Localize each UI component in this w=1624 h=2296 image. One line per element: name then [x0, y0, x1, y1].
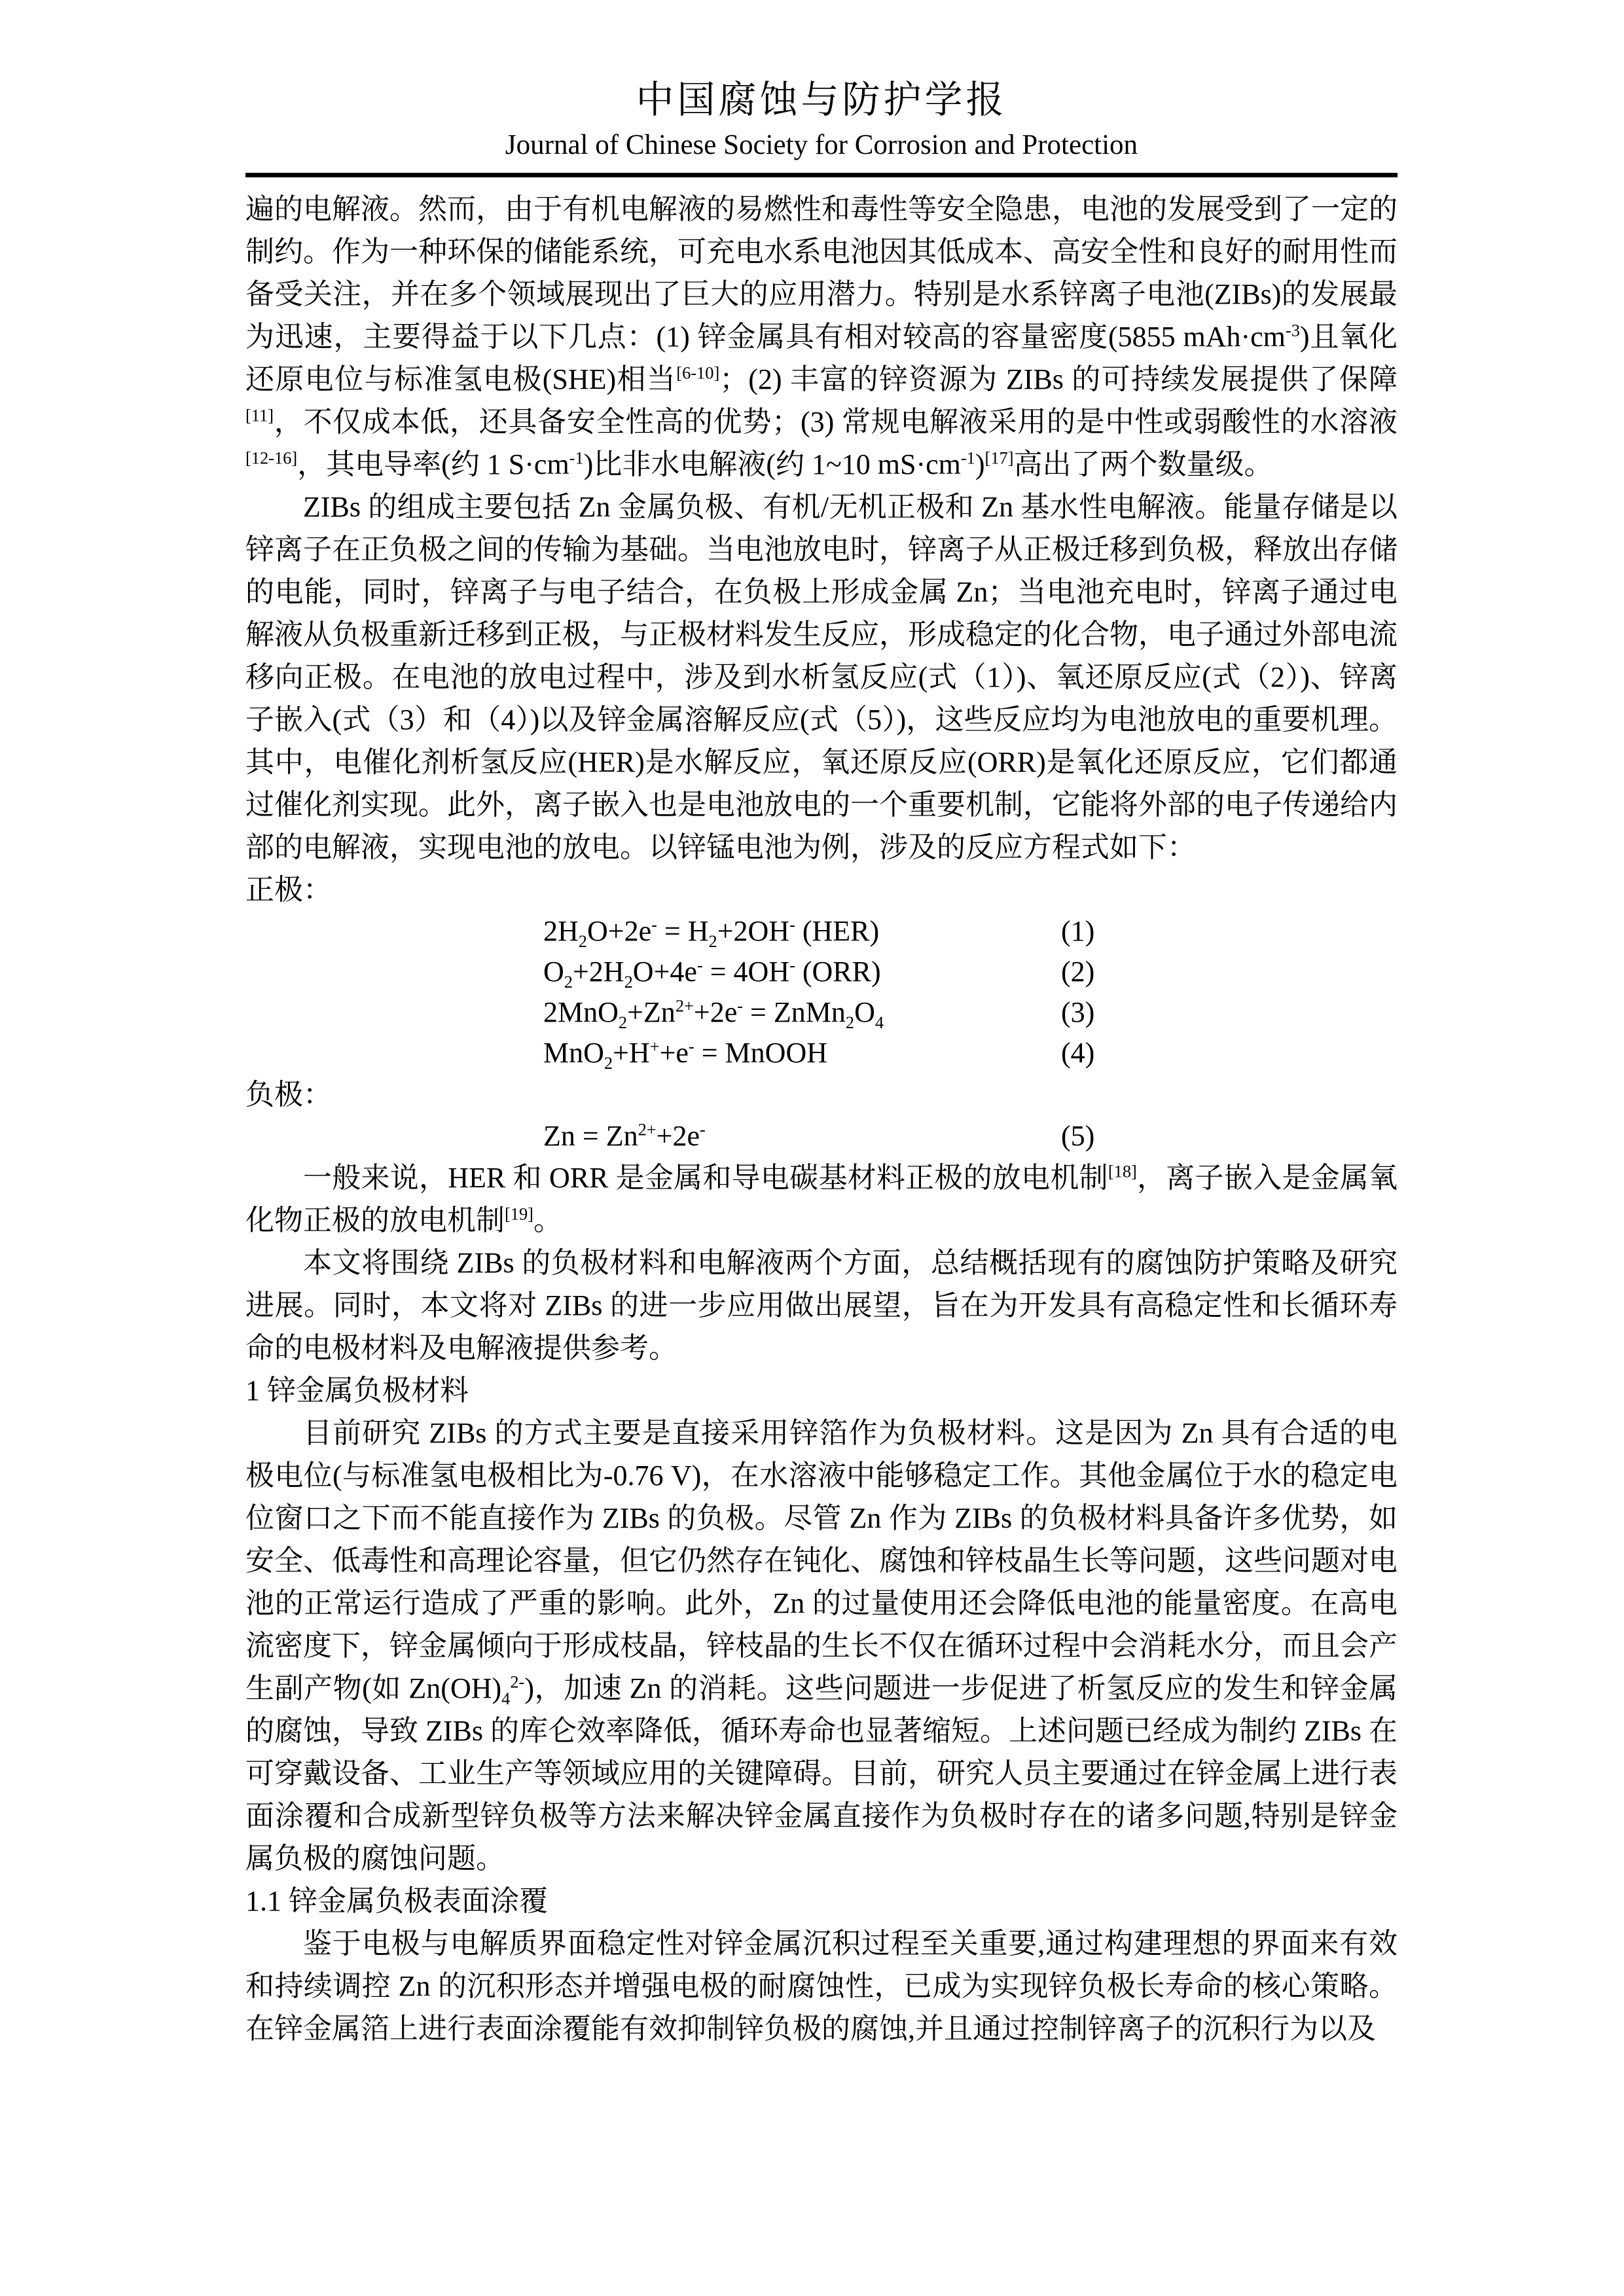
- section-1-paragraph: 目前研究 ZIBs 的方式主要是直接采用锌箔作为负极材料。这是因为 Zn 具有合适的电极电位(与标准氢电极相比为-0.76 V)，在水溶液中能够稳定工作。其他金属位于水的稳定电位窗口之下而不能直接作为 ZIBs 的负极。尽管 Zn 作为 ZIBs 的负极材料具备许多优势，如安全、低毒性和高理论容量，但它仍然存在钝化、腐蚀和锌枝晶生长等问题，这些问题对电池的正常运行造成了严重的影响。此外，Zn 的过量使用还会降低电池的能量密度。在高电流密度下，锌金属倾向于形成枝晶，锌枝晶的生长不仅在循环过程中会消耗水分，而且会产生副产物(如 $Zn(OH)_4^{2-}$)，加速 Zn 的消耗。这些问题进一步促进了析氢反应的发生和锌金属的腐蚀，导致 ZIBs 的库仑效率降低，循环寿命也显著缩短。上述问题已经成为制约 ZIBs 在可穿戴设备、工业生产等领域应用的关键障碍。目前，研究人员主要通过在锌金属上进行表面涂覆和合成新型锌负极等方法来解决锌金属直接作为负极时存在的诸多问题,特别是锌金属负极的腐蚀问题。: [245, 1417, 1398, 1874]
- equation-her: [245, 911, 1398, 952]
- equation-orr-number: (2): [1061, 956, 1095, 988]
- paragraph-review-scope: 本文将围绕 ZIBs 的负极材料和电解液两个方面，总结概括现有的腐蚀防护策略及研究进展。同时，本文将对 ZIBs 的进一步应用做出展望，旨在为开发具有高稳定性和长循环寿命的电极材料及电解液提供参考。: [245, 1247, 1398, 1364]
- equation-her-formula: $2H_2O+2e^- = H_2+2OH^-$ (HER): [543, 914, 880, 951]
- journal-header: [245, 0, 1398, 177]
- section-1-1-heading: 1.1 锌金属负极表面涂覆: [245, 1885, 548, 1917]
- journal-title-english: Journal of Chinese Society for Corrosion and Protection: [505, 130, 1138, 160]
- article-body: [245, 188, 1398, 2050]
- equation-zn-insertion: [245, 992, 1398, 1033]
- header-divider-rule: [245, 173, 1398, 177]
- section-1-heading: 1 锌金属负极材料: [245, 1374, 469, 1407]
- anode-label: 负极：: [245, 1079, 332, 1111]
- section-1-1-paragraph: 鉴于电极与电解质界面稳定性对锌金属沉积过程至关重要,通过构建理想的界面来有效和持续调控 Zn 的沉积形态并增强电极的耐腐蚀性，已成为实现锌负极长寿命的核心策略。在锌金属箔上进行表面涂覆能有效抑制锌负极的腐蚀,并且通过控制锌离子的沉积行为以及: [245, 1928, 1398, 2045]
- paragraph-discharge-mechanism: 一般来说，HER 和 ORR 是金属和导电碳基材料正极的放电机制[18]，离子嵌入是金属氧化物正极的放电机制[19]。: [245, 1161, 1398, 1236]
- equation-mnooh-formula: MnO$_2$+H++e- = MnOOH: [543, 1036, 827, 1073]
- paragraph-zibs-composition: ZIBs 的组成主要包括 Zn 金属负极、有机/无机正极和 Zn 基水性电解液。能量存储是以锌离子在正负极之间的传输为基础。当电池放电时，锌离子从正极迁移到负极，释放出存储的电能，同时，锌离子与电子结合，在负极上形成金属 Zn；当电池充电时，锌离子通过电解液从负极重新迁移到正极，与正极材料发生反应，形成稳定的化合物，电子通过外部电流移向正极。在电池的放电过程中，涉及到水析氢反应(式（1）)、氧还原反应(式（2）)、锌离子嵌入(式（3）和（4）)以及锌金属溶解反应(式（5）)，这些反应均为电池放电的重要机理。其中，电催化剂析氢反应(HER)是水解反应，氧还原反应(ORR)是氧化还原反应，它们都通过催化剂实现。此外，离子嵌入也是电池放电的一个重要机制，它能将外部的电子传递给内部的电解液，实现电池的放电。以锌锰电池为例，涉及的反应方程式如下：: [245, 491, 1398, 863]
- cathode-label: 正极：: [245, 874, 332, 906]
- equation-zn-insertion-number: (3): [1061, 996, 1095, 1028]
- equation-zn-dissolution-formula: $Zn = Zn^{2+}+2e^-$: [543, 1119, 706, 1152]
- equation-orr-formula: $O_2+2H_2O+4e^- = 4OH^-$ (ORR): [543, 955, 881, 992]
- equation-orr: [245, 952, 1398, 992]
- journal-title-chinese: 中国腐蚀与防护学报: [636, 79, 1007, 121]
- equation-her-number: (1): [1061, 915, 1095, 947]
- equation-mnooh-number: (4): [1061, 1037, 1095, 1069]
- paragraph-intro-continuation: 遍的电解液。然而，由于有机电解液的易燃性和毒性等安全隐患，电池的发展受到了一定的制约。作为一种环保的储能系统，可充电水系电池因其低成本、高安全性和良好的耐用性而备受关注，并在多个领域展现出了巨大的应用潜力。特别是水系锌离子电池(ZIBs)的发展最为迅速，主要得益于以下几点：(1) 锌金属具有相对较高的容量密度(5855 $mAh\cdot cm^{-3}$)且氧化还原电位与标准氢电极(SHE)相当[6-10]；(2) 丰富的锌资源为 ZIBs 的可持续发展提供了保障[11]，不仅成本低，还具备安全性高的优势；(3) 常规电解液采用的是中性或弱酸性的水溶液[12-16]，其电导率(约 1 $S\cdot cm^{-1}$)比非水电解液(约 1~10 $mS\cdot cm^{-1})[17]$高出了两个数量级。: [245, 193, 1398, 480]
- equation-zn-insertion-formula: $2MnO_2+Zn^{2+}+2e^-$ = $ZnMn_2O_4$: [543, 996, 884, 1032]
- equation-zn-dissolution: [245, 1116, 1398, 1157]
- equation-mnooh: [245, 1033, 1398, 1073]
- equation-zn-dissolution-number: (5): [1061, 1120, 1095, 1152]
